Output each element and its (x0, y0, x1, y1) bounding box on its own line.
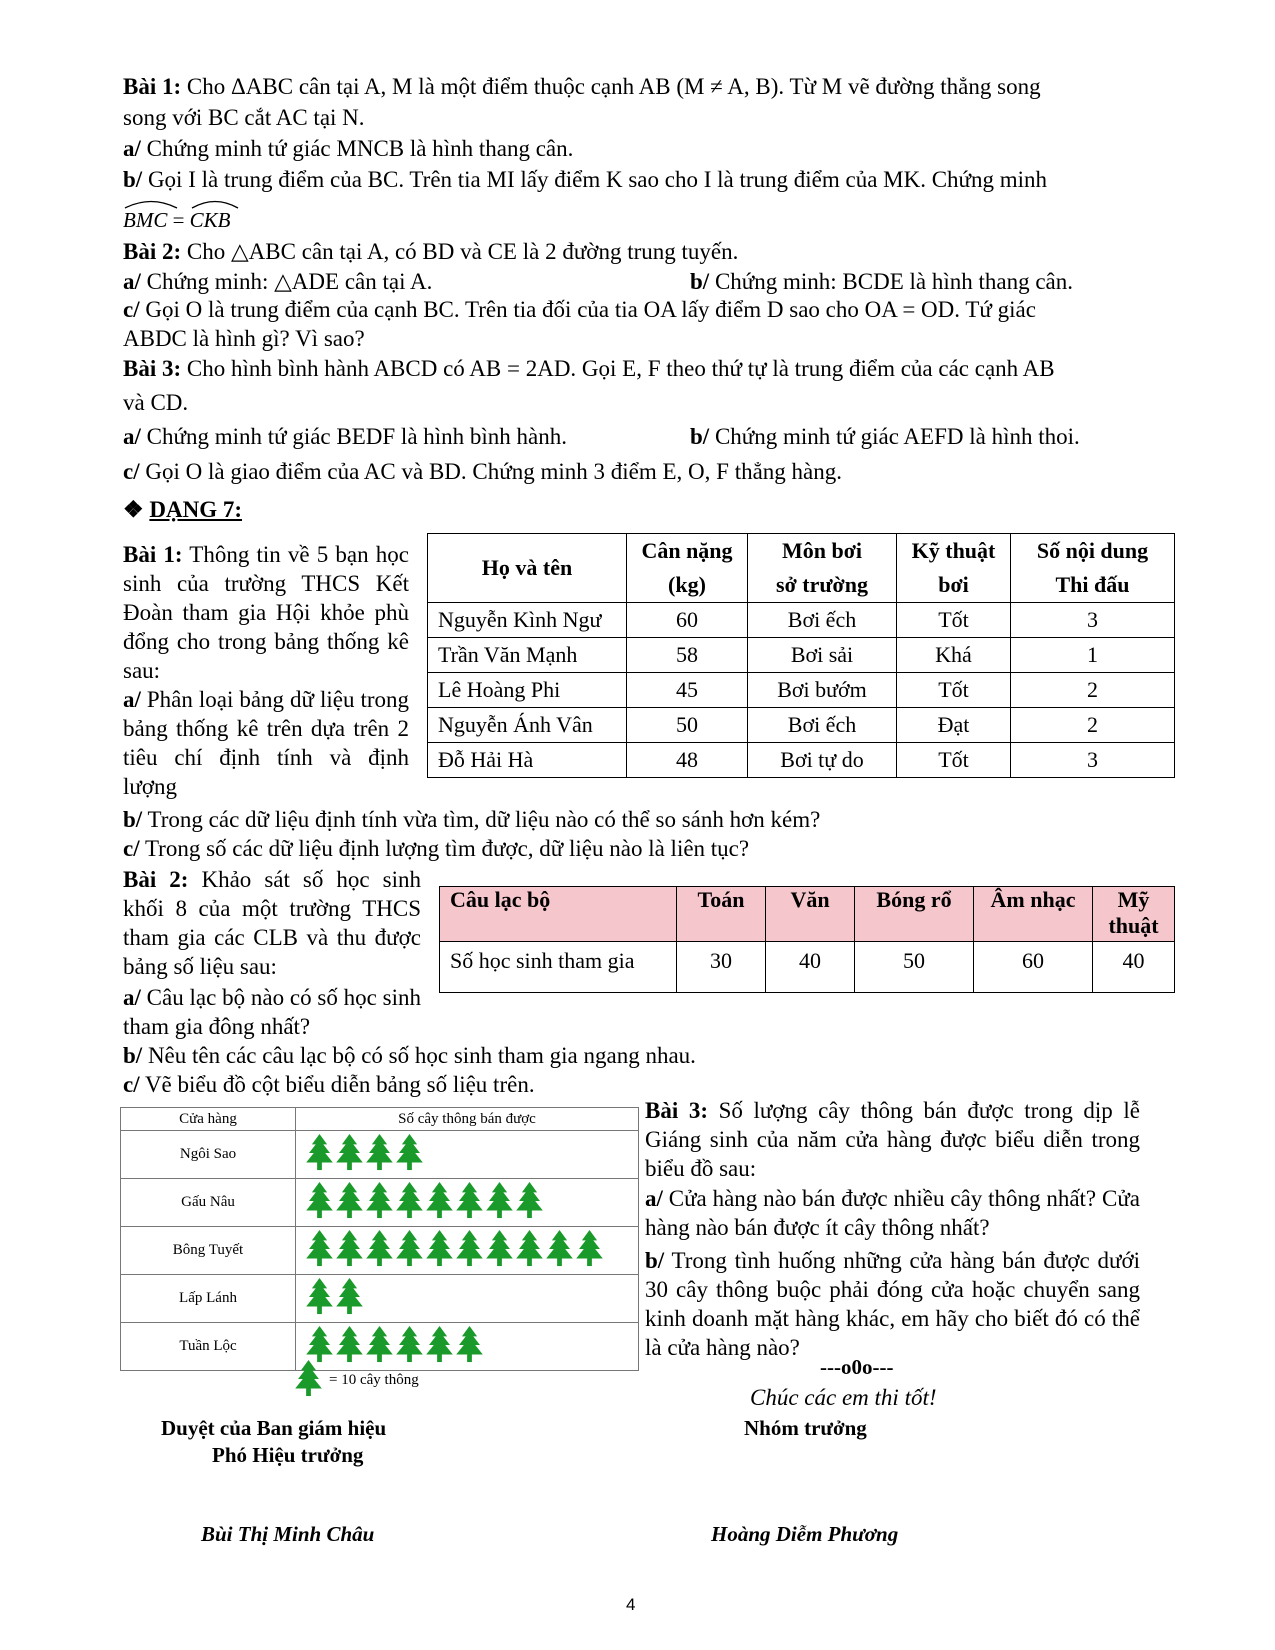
b2-part-a: a/ Chứng minh: △ADE cân tại A. (123, 269, 433, 294)
tree-icon (395, 1133, 424, 1176)
end-divider: ---o0o--- (820, 1355, 894, 1379)
tree-icon (455, 1229, 484, 1272)
tree-icon (294, 1359, 323, 1402)
d2-part-c: c/ Vẽ biểu đồ cột biểu diễn bảng số liệu trên. (123, 1072, 535, 1097)
tree-icon (305, 1277, 334, 1320)
tree-icon (335, 1181, 364, 1224)
d1-part-c: c/ Trong số các dữ liệu định lượng tìm được, dữ liệu nào là liên tục? (123, 836, 750, 861)
header-name: Họ và tên (428, 534, 627, 603)
group-leader-name: Hoàng Diễm Phương (711, 1522, 899, 1546)
approval-title: Duyệt của Ban giám hiệu (161, 1416, 387, 1440)
b3-line-2: và CD. (123, 390, 189, 415)
header-events: Số nội dung Thi đấu (1011, 534, 1175, 603)
header-weight: Cân nặng (kg) (627, 534, 748, 603)
tree-icon (425, 1325, 454, 1368)
pictograph-header-store: Cửa hàng (121, 1108, 296, 1131)
pictograph-header-count: Số cây thông bán được (296, 1108, 639, 1131)
d3-part-a: a/ Cửa hàng nào bán được nhiều cây thông nhất? Cửa hàng nào bán được ít cây thông nhất? (645, 1186, 1140, 1240)
tree-icons-row (297, 1181, 637, 1224)
pictograph-header-row (121, 1108, 639, 1131)
tree-icon (395, 1229, 424, 1272)
approval-role: Phó Hiệu trưởng (212, 1443, 364, 1467)
header-swim-style: Môn bơi sở trường (748, 534, 897, 603)
table-row: Lê Hoàng Phi 45 Bơi bướm Tốt 2 (428, 673, 1175, 708)
b1-part-a: a/ Chứng minh tứ giác MNCB là hình thang cân. (123, 136, 574, 161)
dang7-heading: ❖ DẠNG 7: (123, 497, 243, 522)
table-row: Gấu Nâu (121, 1179, 639, 1227)
table-row: Nguyễn Ánh Vân 50 Bơi ếch Đạt 2 (428, 708, 1175, 743)
tree-icons-row (297, 1133, 637, 1176)
table-row: Bông Tuyết (121, 1227, 639, 1275)
closing-wish: Chúc các em thi tốt! (750, 1385, 937, 1410)
tree-icon (335, 1277, 364, 1320)
d2-intro: Bài 2: Khảo sát số học sinh khối 8 của một trường THCS tham gia các CLB và thu được bảng số liệu sau: (123, 867, 422, 979)
d2-part-b: b/ Nêu tên các câu lạc bộ có số học sinh tham gia ngang nhau. (123, 1043, 696, 1068)
table-row: Trần Văn Mạnh 58 Bơi sải Khá 1 (428, 638, 1175, 673)
b3-part-b: b/ Chứng minh tứ giác AEFD là hình thoi. (690, 424, 1080, 449)
b3-line-1: Bài 3: Cho hình bình hành ABCD có AB = 2AD. Gọi E, F theo thứ tự là trung điểm của các cạnh AB (123, 356, 1055, 381)
tree-icon (455, 1181, 484, 1224)
pictograph-legend: = 10 cây thông (294, 1359, 419, 1402)
tree-icon (395, 1181, 424, 1224)
page-number: 4 (626, 1595, 636, 1614)
diamond-bullet-icon: ❖ (123, 497, 144, 522)
approver-name: Bùi Thị Minh Châu (201, 1522, 375, 1546)
d1-intro: Bài 1: Thông tin về 5 bạn học sinh của trường THCS Kết Đoàn tham gia Hội khỏe phù đổng cho trong bảng thống kê sau: (123, 542, 409, 683)
athletes-table (427, 533, 1175, 778)
b2-part-b: b/ Chứng minh: BCDE là hình thang cân. (690, 269, 1074, 294)
club-table (439, 886, 1175, 993)
tree-icon (455, 1325, 484, 1368)
club-values-row: Số học sinh tham gia 30 40 50 60 40 (440, 942, 1175, 993)
b1-angle-equation: BMC = CKB (123, 206, 1163, 234)
tree-icon (425, 1229, 454, 1272)
tree-icon (305, 1133, 334, 1176)
b2-line-1: Bài 2: Cho △ABC cân tại A, có BD và CE là 2 đường trung tuyến. (123, 239, 739, 264)
tree-icon (365, 1229, 394, 1272)
tree-icon (365, 1181, 394, 1224)
b3-part-a: a/ Chứng minh tứ giác BEDF là hình bình hành. (123, 424, 568, 449)
tree-icons-row (297, 1277, 637, 1320)
b1-line-1: Bài 1: Cho ΔABC cân tại A, M là một điểm thuộc cạnh AB (M ≠ A, B). Từ M vẽ đường thẳng song (123, 74, 1041, 99)
table-row: Tuần Lộc (121, 1323, 639, 1371)
d1-part-a: a/ Phân loại bảng dữ liệu trong bảng thống kê trên dựa trên 2 tiêu chí định tính và định lượng (123, 687, 409, 799)
b2-part-c-2: ABDC là hình gì? Vì sao? (123, 326, 365, 351)
table-row: Nguyễn Kình Ngư 60 Bơi ếch Tốt 3 (428, 603, 1175, 638)
tree-icon (305, 1181, 334, 1224)
tree-icon (485, 1229, 514, 1272)
table-row: Ngôi Sao (121, 1131, 639, 1179)
b1-part-b: b/ Gọi I là trung điểm của BC. Trên tia MI lấy điểm K sao cho I là trung điểm của MK. Chứng minh (123, 167, 1048, 192)
angle-ckb: CKB (190, 206, 231, 234)
tree-icon (515, 1229, 544, 1272)
d1-part-b: b/ Trong các dữ liệu định tính vừa tìm, dữ liệu nào có thể so sánh hơn kém? (123, 807, 821, 832)
table-row: Lấp Lánh (121, 1275, 639, 1323)
tree-icon (365, 1133, 394, 1176)
tree-icon (335, 1133, 364, 1176)
table-header-row (428, 534, 1175, 603)
table-row: Đỗ Hải Hà 48 Bơi tự do Tốt 3 (428, 743, 1175, 778)
tree-icon (425, 1181, 454, 1224)
tree-icon (335, 1229, 364, 1272)
angle-bmc: BMC (123, 206, 167, 234)
d3-part-b: b/ Trong tình huống những cửa hàng bán được dưới 30 cây thông buộc phải đóng cửa hoặc chuyển sang kinh doanh mặt hàng khác, em hãy cho biết đó có thể là cửa hàng nào? (645, 1248, 1140, 1360)
tree-icon (545, 1229, 574, 1272)
pictograph-table (120, 1107, 639, 1371)
group-leader-title: Nhóm trưởng (744, 1416, 867, 1440)
d2-part-a: a/ Câu lạc bộ nào có số học sinh tham gia đông nhất? (123, 985, 421, 1039)
tree-icon (485, 1181, 514, 1224)
b3-part-c: c/ Gọi O là giao điểm của AC và BD. Chứng minh 3 điểm E, O, F thẳng hàng. (123, 459, 842, 484)
b1-line-2: song với BC cắt AC tại N. (123, 105, 365, 130)
club-header-row: Câu lạc bộ Toán Văn Bóng rổ Âm nhạc Mỹ thuật (440, 887, 1175, 942)
tree-icon (515, 1181, 544, 1224)
tree-icon (305, 1229, 334, 1272)
b2-part-c: c/ Gọi O là trung điểm của cạnh BC. Trên tia đối của tia OA lấy điểm D sao cho OA = OD. Tứ giác (123, 297, 1036, 322)
tree-icon (575, 1229, 604, 1272)
d3-intro: Bài 3: Số lượng cây thông bán được trong dịp lễ Giáng sinh của năm cửa hàng được biểu diễn trong biểu đồ sau: (645, 1098, 1141, 1181)
header-technique: Kỹ thuật bơi (897, 534, 1011, 603)
tree-icons-row (297, 1229, 637, 1272)
